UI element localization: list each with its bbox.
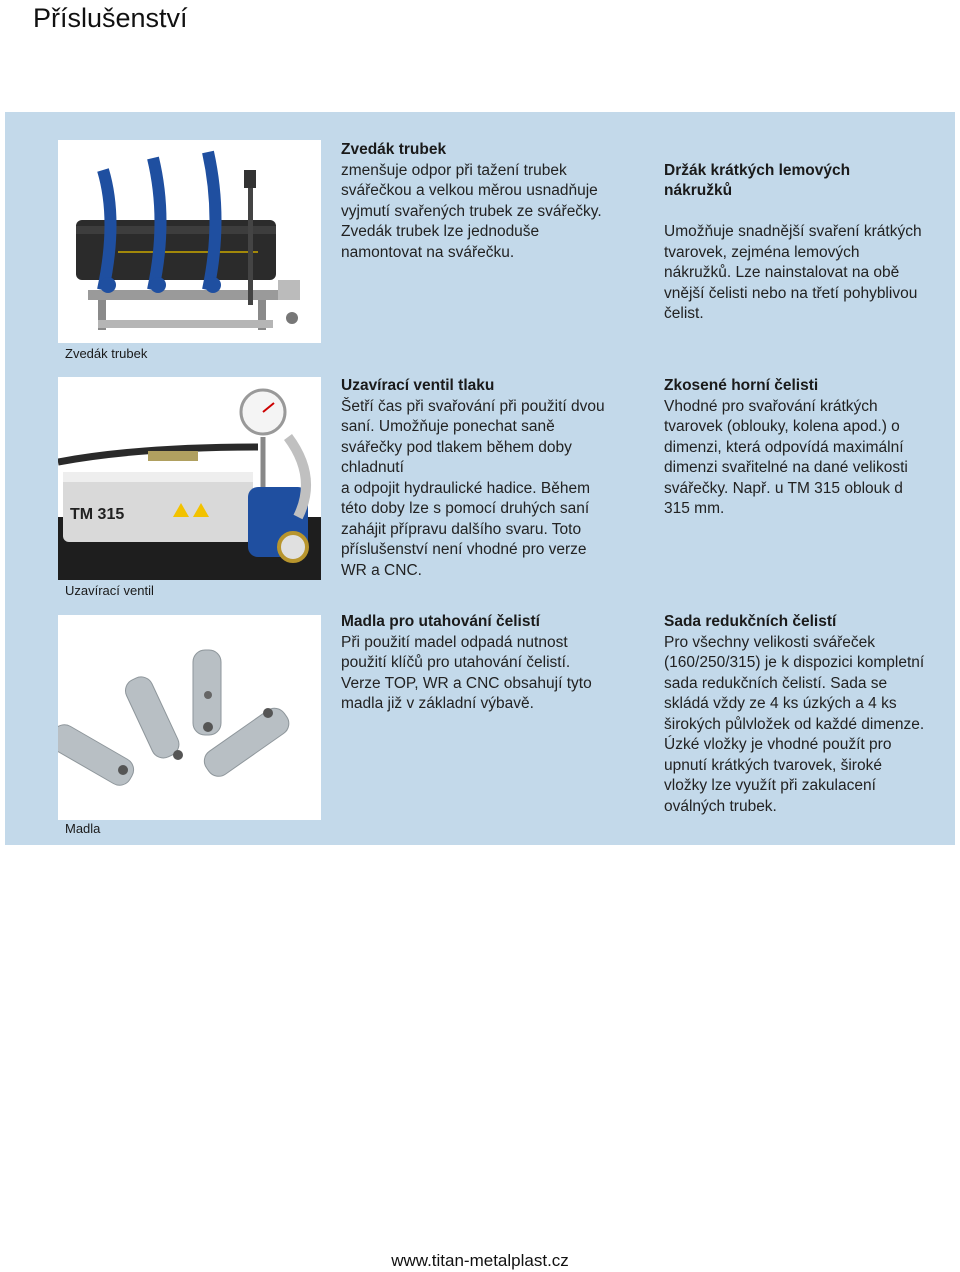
handles-item xyxy=(341,612,641,715)
item-body: Vhodné pro svařování krátkých tvarovek (oblouky, kolena apod.) o dimenzi, která odpovídá maximální dimenzi svařitelné na dané velikosti svářečky. Např. u TM 315 oblouk d 315 mm. xyxy=(664,397,908,517)
pipe-lift-item xyxy=(341,140,641,263)
pressure-valve-photo xyxy=(58,377,321,580)
item-heading: Madla pro utahování čelistí xyxy=(341,613,540,630)
pipe-lift-caption: Zvedák trubek xyxy=(65,346,148,361)
pressure-valve-item xyxy=(341,376,641,581)
bevel-jaws-item xyxy=(664,376,956,520)
reduction-set-item xyxy=(664,612,956,817)
stub-holder-item xyxy=(664,140,956,345)
handles-photo xyxy=(58,615,321,820)
page-title: Příslušenství xyxy=(33,3,188,33)
item-heading: Sada redukčních čelistí xyxy=(664,613,837,630)
pressure-valve-illustration xyxy=(58,377,321,580)
item-body: Šetří čas při svařování při použití dvou saní. Umožňuje ponechat saně svářečky pod tlakem během doby chladnutí a odpojit hydraulické hadice. Během této doby lze s pomocí druhých saní zahájit přípravu dalšího svaru. Toto příslušenství není vhodné pro verze WR a CNC. xyxy=(341,397,605,579)
handles-illustration xyxy=(58,615,321,820)
item-heading: Držák krátkých lemových nákružků xyxy=(664,161,851,199)
item-heading: Uzavírací ventil tlaku xyxy=(341,377,495,394)
pipe-lift-photo xyxy=(58,140,321,343)
item-body: zmenšuje odpor při tažení trubek svářečkou a velkou měrou usnadňuje vyjmutí svařených trubek ze svářečky. Zvedák trubek lze jednoduše namontovat na svářečku. xyxy=(341,161,602,261)
pressure-valve-caption: Uzavírací ventil xyxy=(65,583,154,598)
item-heading: Zvedák trubek xyxy=(341,141,447,158)
pipe-lift-illustration xyxy=(58,140,321,343)
footer-website-link[interactable]: www.titan-metalplast.cz xyxy=(391,1251,569,1270)
handles-caption: Madla xyxy=(65,821,101,836)
item-body: Umožňuje snadnější svaření krátkých tvarovek, zejména lemových nákružků. Lze nainstalovat na obě vnější čelisti nebo na třetí pohyblivou čelist. xyxy=(664,223,922,322)
machine-label: TM 315 xyxy=(70,506,125,523)
item-heading: Zkosené horní čelisti xyxy=(664,377,819,394)
item-body: Při použití madel odpadá nutnost použití klíčů pro utahování čelistí. Verze TOP, WR a CNC obsahují tyto madla již v základní výbavě. xyxy=(341,633,592,712)
item-body: Pro všechny velikosti svářeček (160/250/315) je k dispozici kompletní sada redukčních čelistí. Sada se skládá vždy ze 4 ks úzkých a 4 ks širokých půlvložek od každé dimenze. Úzké vložky je vhodné použít pro upnutí krátkých tvarovek, široké vložky lze využít při zakulacení oválných trubek. xyxy=(664,633,925,815)
